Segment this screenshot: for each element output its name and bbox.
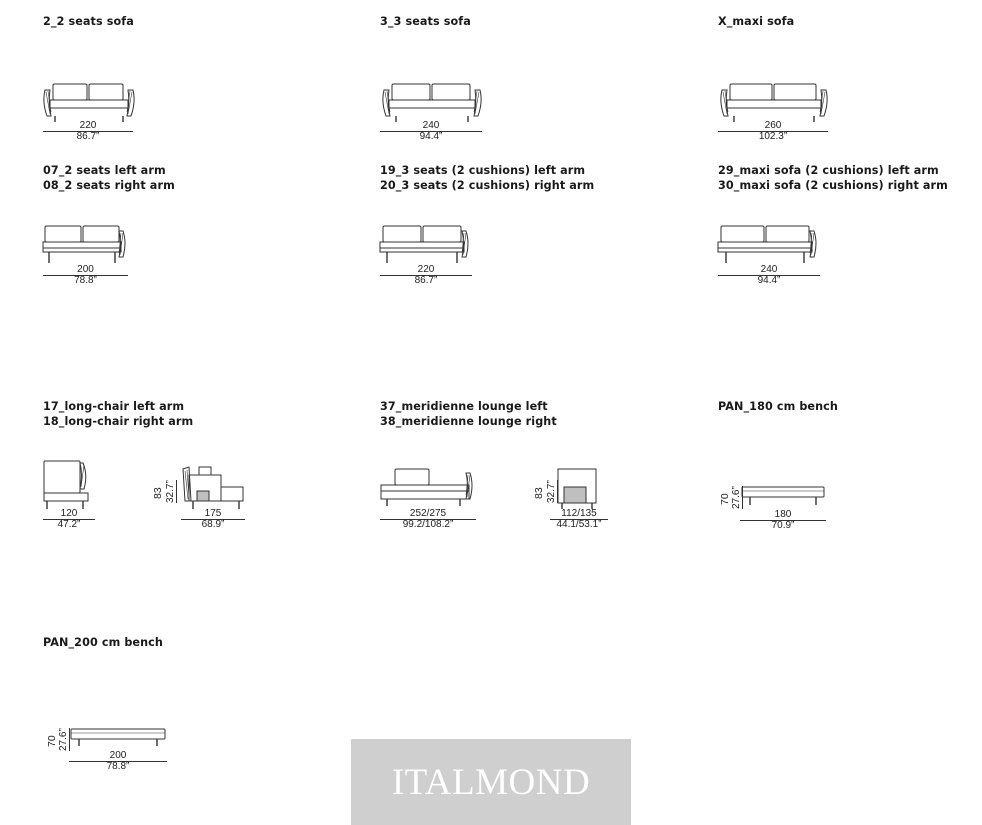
depth-dimension: 112/135 44.1/53.1” xyxy=(550,509,608,530)
item-title: PAN_200 cm bench xyxy=(43,636,163,649)
item-title: PAN_180 cm bench xyxy=(718,400,838,413)
sofa-arm-front-view-icon xyxy=(380,225,476,267)
sofa-front-view-icon xyxy=(718,82,830,124)
bench-front-view-icon xyxy=(740,483,828,509)
item-title: 19_3 seats (2 cushions) left arm 20_3 seats (2 cushions) right arm xyxy=(380,164,595,192)
sofa-arm-front-view-icon xyxy=(718,225,824,267)
item-title: 37_meridienne lounge left 38_meridienne lounge right xyxy=(380,400,557,428)
width-dimension: 240 94.4” xyxy=(380,121,482,142)
item-title: 3_3 seats sofa xyxy=(380,15,471,28)
item-title: X_maxi sofa xyxy=(718,15,795,28)
width-dimension: 220 86.7” xyxy=(380,265,472,286)
sofa-arm-front-view-icon xyxy=(43,225,133,267)
sofa-front-view-icon xyxy=(380,82,484,124)
depth-dimension: 175 68.9” xyxy=(181,509,245,530)
width-dimension: 240 94.4” xyxy=(718,265,820,286)
long-chair-side-view-icon xyxy=(179,465,249,511)
width-dimension: 252/275 99.2/108.2” xyxy=(380,509,476,530)
long-chair-front-view-icon xyxy=(43,459,95,511)
width-dimension: 200 78.8” xyxy=(43,265,128,286)
meridienne-side-view-icon xyxy=(556,467,600,511)
watermark-logo: ITALMOND xyxy=(351,739,631,825)
item-title: 29_maxi sofa (2 cushions) left arm 30_maxi sofa (2 cushions) right arm xyxy=(718,164,948,192)
item-title: 07_2 seats left arm 08_2 seats right arm xyxy=(43,164,175,192)
width-dimension: 180 70.9” xyxy=(740,510,826,531)
width-dimension: 260 102.3” xyxy=(718,121,828,142)
width-dimension: 220 86.7” xyxy=(43,121,133,142)
bench-front-view-icon xyxy=(69,725,169,751)
item-title: 17_long-chair left arm 18_long-chair right arm xyxy=(43,400,194,428)
meridienne-front-view-icon xyxy=(380,467,480,509)
sofa-front-view-icon xyxy=(41,82,137,124)
item-title: 2_2 seats sofa xyxy=(43,15,134,28)
width-dimension: 120 47.2” xyxy=(43,509,95,530)
width-dimension: 200 78.8” xyxy=(69,751,167,772)
